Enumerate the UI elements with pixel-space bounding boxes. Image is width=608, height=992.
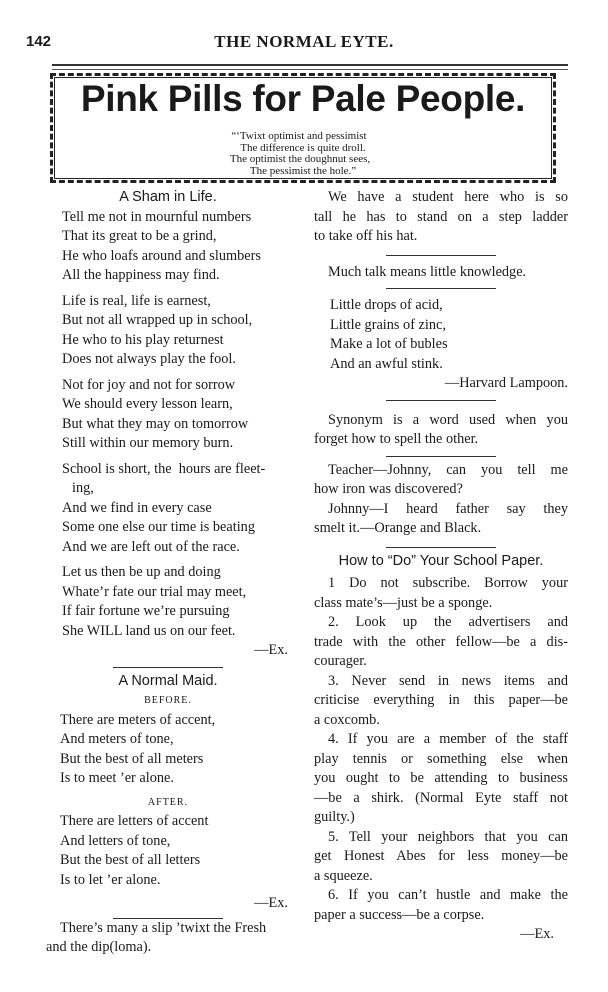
poem-line: She WILL land us on our feet.	[62, 622, 236, 639]
list-line: 1 Do not subscribe. Borrow your	[328, 575, 568, 591]
masthead: THE NORMAL EYTE.	[214, 32, 394, 51]
poem-line: And an awful stink.	[330, 355, 443, 372]
poem-line: But not all wrapped up in school,	[62, 312, 253, 328]
text-line: and the dip(loma).	[46, 939, 152, 955]
list-line: 6. If you can’t hustle and make the	[328, 887, 568, 903]
text-line: to take off his hat.	[314, 228, 418, 244]
poem-line: There are meters of accent,	[60, 711, 216, 728]
credit: —Harvard Lampoon.	[444, 375, 568, 391]
list-line: 2. Look up the advertisers and	[328, 614, 568, 630]
divider	[386, 547, 496, 548]
left-column	[46, 188, 290, 958]
poem-line: And we find in every case	[62, 499, 212, 516]
article-title: How to “Do” Your School Paper.	[338, 552, 544, 569]
credit: —Ex.	[520, 926, 554, 942]
poem-line: We should every lesson learn,	[62, 396, 233, 412]
poem-line: ing,	[72, 480, 94, 496]
header-rule	[52, 64, 568, 70]
poem-line: Does not always play the fool.	[62, 351, 236, 367]
poem-line: But what they may on tomorrow	[62, 415, 249, 432]
poem-line: That its great to be a grind,	[62, 228, 217, 244]
list-line: criticise everything in this paper—be	[314, 692, 568, 708]
paper-list	[314, 574, 568, 925]
list-line: trade with the other fellow—be a dis-	[314, 633, 568, 650]
poem-line: Tell me not in mournful numbers	[62, 208, 252, 225]
poem-line: And meters of tone,	[60, 731, 174, 747]
poem-line: Not for joy and not for sorrow	[62, 376, 236, 393]
poem-line: And we are left out of the race.	[62, 538, 240, 555]
article-title: A Normal Maid.	[118, 672, 218, 689]
text-line: tall he has to stand on a step ladder	[314, 208, 568, 225]
list-line: 5. Tell your neighbors that you can	[328, 828, 568, 845]
divider	[386, 255, 496, 256]
list-line: 4. If you are a member of the staff	[328, 731, 568, 747]
poem-line: He who loafs around and slumbers	[62, 247, 261, 264]
poem-line: Little grains of zinc,	[330, 316, 446, 333]
poem-line: School is short, the hours are fleet-	[62, 460, 266, 477]
list-line: courager.	[314, 653, 367, 669]
poem-line: And letters of tone,	[60, 832, 171, 849]
text-line: We have a student here who is so	[328, 189, 568, 205]
poem-line: But the best of all letters	[60, 852, 201, 868]
right-column	[314, 188, 568, 945]
section-label: BEFORE.	[144, 695, 192, 706]
quote-line: The pessimist the hole.”	[249, 164, 357, 177]
poem-line: All the happiness may find.	[62, 267, 220, 283]
poem-line: He who to his play returnest	[62, 331, 224, 348]
poem-line: Is to meet ’er alone.	[60, 770, 174, 786]
list-line: get Honest Abes for less money—be	[314, 848, 568, 864]
quote-line: “‘Twixt optimist and pessimist	[231, 130, 367, 142]
list-line: paper a success—be a corpse.	[314, 906, 485, 923]
list-line: 3. Never send in news items and	[328, 672, 568, 689]
text-line: forget how to spell the other.	[314, 431, 479, 447]
text-line: There’s many a slip ’twixt the Fresh	[60, 919, 267, 936]
page-number: 142	[26, 33, 52, 50]
divider	[386, 400, 496, 401]
text-line: smelt it.—Orange and Black.	[314, 520, 482, 536]
poem-line: Still within our memory burn.	[62, 435, 234, 451]
text-line: how iron was discovered?	[314, 481, 463, 497]
text-line: Teacher—Johnny, can you tell me	[328, 461, 568, 478]
quote-line: The optimist the doughnut sees,	[229, 153, 371, 165]
banner-quote	[50, 131, 556, 177]
divider	[386, 456, 496, 457]
poem-line: Little drops of acid,	[330, 297, 443, 313]
poem-line: Life is real, life is earnest,	[62, 292, 211, 309]
poem-line: Let us then be up and doing	[62, 564, 221, 580]
list-line: a coxcomb.	[314, 711, 380, 728]
divider	[113, 667, 223, 668]
poem-line: There are letters of accent	[60, 813, 209, 829]
list-line: you ought to be attending to business	[314, 770, 568, 786]
list-line: class mate’s—just be a sponge.	[314, 594, 493, 611]
list-line: play tennis or something else when	[314, 750, 568, 767]
poem-line: Is to let ’er alone.	[60, 871, 161, 888]
list-line: guilty.)	[314, 809, 355, 825]
poem-line: Whate’r fate our trial may meet,	[62, 583, 247, 600]
text-line: Synonym is a word used when you	[328, 411, 568, 428]
section-label: AFTER.	[147, 796, 189, 808]
quote-line: The difference is quite droll.	[240, 141, 366, 154]
divider	[386, 288, 496, 289]
poem-line: But the best of all meters	[60, 750, 204, 767]
poem-sham-in-life	[46, 208, 290, 642]
poem-line: Make a lot of bubles	[330, 336, 448, 352]
poem-line: If fair fortune we’re pursuing	[62, 603, 230, 619]
text-line: Much talk means little knowledge.	[328, 263, 527, 280]
credit: —Ex.	[254, 895, 288, 911]
list-line: —be a shirk. (Normal Eyte staff not	[314, 789, 568, 806]
poem-line: Some one else our time is beating	[62, 519, 255, 535]
text-line: Johnny—I heard father say they	[328, 500, 568, 517]
credit: —Ex.	[254, 642, 288, 658]
banner-title: Pink Pills for Pale People.	[80, 78, 526, 119]
list-line: a squeeze.	[314, 867, 373, 884]
article-title: A Sham in Life.	[119, 189, 217, 205]
